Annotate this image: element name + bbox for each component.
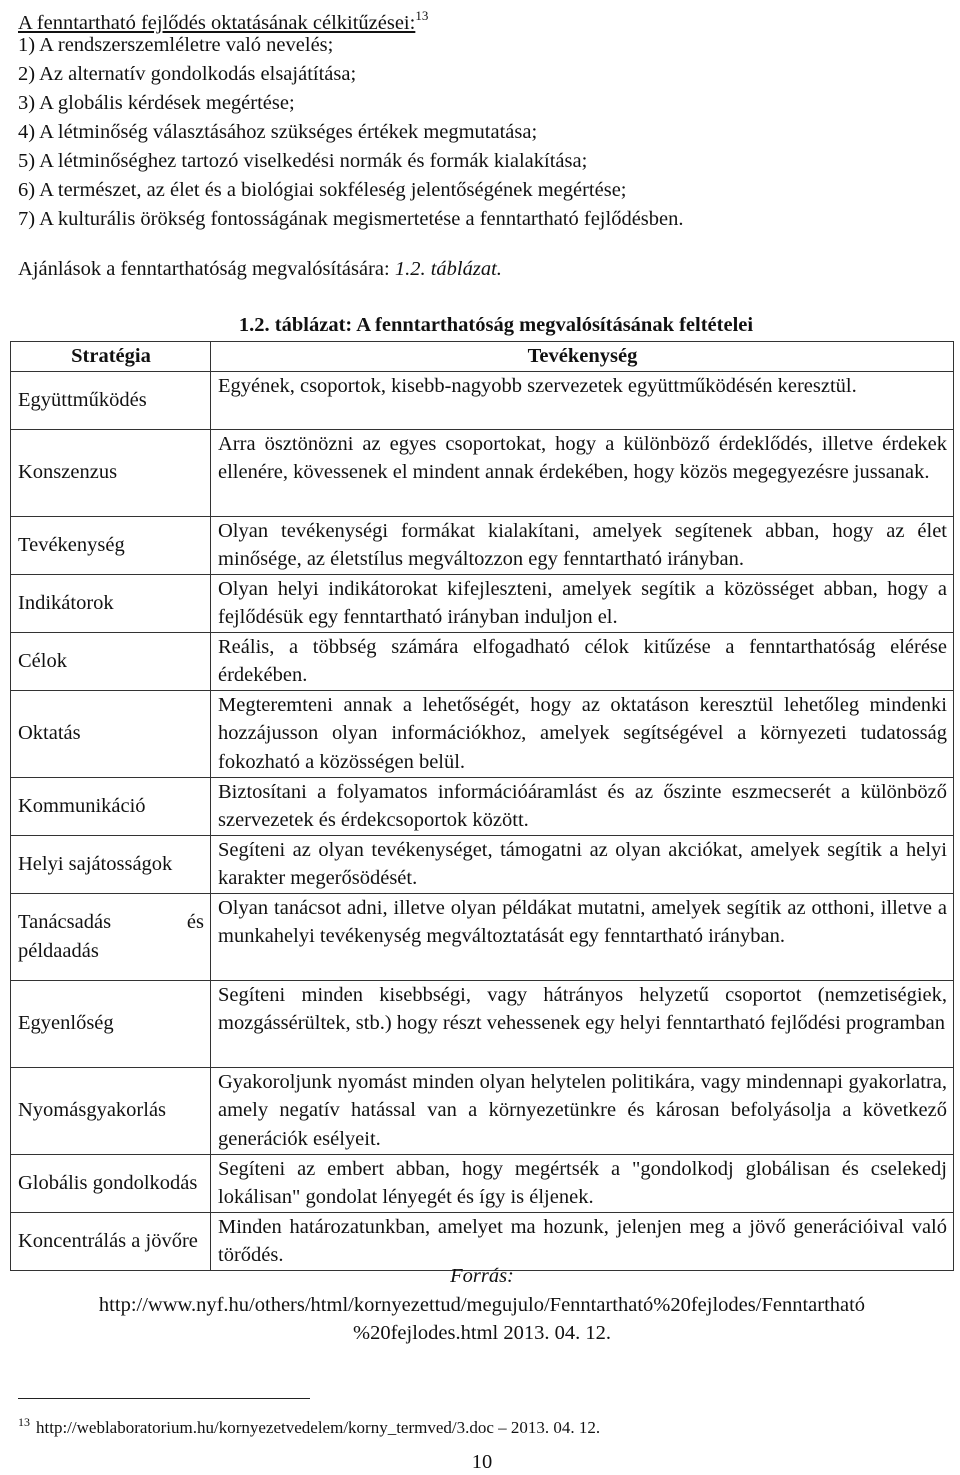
- source-url-line1[interactable]: http://www.nyf.hu/others/html/kornyezettud/megujulo/Fenntartható%20fejlodes/Fenntartható: [98, 1293, 866, 1316]
- table-row: [11, 1154, 954, 1212]
- table-row: [11, 371, 954, 429]
- table-row: [11, 516, 954, 574]
- strategy-cell: Koncentrálás a jövőre: [11, 1212, 211, 1270]
- activity-cell: Megteremteni annak a lehetőségét, hogy az oktatáson keresztül lehetőleg mindenki hozzájusson olyan információkhoz, amelyek segítségével a környezeti tudatosság fokozható a közösségen belül.: [211, 690, 954, 777]
- table-header-row: [11, 342, 954, 372]
- strategy-cell: Oktatás: [11, 690, 211, 777]
- activity-cell: Minden határozatunkban, amelyet ma hozunk, jelenjen meg a jövő generációival való törődés.: [211, 1212, 954, 1270]
- table-row: [11, 980, 954, 1067]
- strategy-cell: Együttműködés: [11, 371, 211, 429]
- source-block: [18, 1262, 946, 1348]
- goal-item: 4) A létminőség választásához szükséges értékek megmutatása;: [18, 121, 538, 143]
- goals-list: [18, 31, 684, 234]
- strategy-cell: Tevékenység: [11, 516, 211, 574]
- strategy-table: [10, 341, 954, 1271]
- footnote-ref: 13: [415, 8, 429, 23]
- strategy-cell: Globális gondolkodás: [11, 1154, 211, 1212]
- strategy-cell: Célok: [11, 632, 211, 690]
- goal-item: 2) Az alternatív gondolkodás elsajátítása;: [18, 63, 357, 85]
- activity-cell: Egyének, csoportok, kisebb-nagyobb szervezetek együttműködésén keresztül.: [211, 371, 954, 429]
- strategy-cell: Konszenzus: [11, 429, 211, 516]
- table-reference: 1.2. táblázat.: [394, 258, 502, 280]
- activity-cell: Reális, a többség számára elfogadható célok kitűzése a fenntarthatóság elérése érdekében.: [211, 632, 954, 690]
- header-activity: Tevékenység: [211, 342, 954, 372]
- goal-item: 3) A globális kérdések megértése;: [18, 92, 295, 114]
- activity-cell: Segíteni minden kisebbségi, vagy hátrányos helyzetű csoportot (nemzetiségiek, mozgássérültek, stb.) hogy részt vehessenek egy helyi fenntartható fejlődési programban: [211, 980, 954, 1067]
- strategy-cell: Indikátorok: [11, 574, 211, 632]
- table-caption: [18, 311, 946, 339]
- source-label: Forrás:: [450, 1265, 514, 1287]
- source-url-line2[interactable]: %20fejlodes.html 2013. 04. 12.: [353, 1322, 611, 1344]
- strategy-cell: Nyomásgyakorlás: [11, 1067, 211, 1154]
- goal-item: 1) A rendszerszemléletre való nevelés;: [18, 34, 334, 56]
- footnote-separator: [18, 1398, 310, 1399]
- goal-item: 7) A kulturális örökség fontosságának megismertetése a fenntartható fejlődésben.: [18, 208, 684, 230]
- activity-cell: Segíteni az embert abban, hogy megértsék a "gondolkodj globálisan és cselekedj lokálisan" gondolat lényegét és így is éljenek.: [211, 1154, 954, 1212]
- activity-cell: Biztosítani a folyamatos információáramlást és az őszinte eszmecserét a különböző szervezetek és érdekcsoportok között.: [211, 777, 954, 835]
- strategy-cell: Tanácsadás és példaadás: [11, 893, 211, 980]
- footnote-number: 13: [18, 1415, 30, 1429]
- table-row: [11, 893, 954, 980]
- activity-cell: Olyan helyi indikátorokat kifejleszteni, amelyek segítik a közösséget abban, hogy a fejlődésük egy fenntartható irányban induljon el.: [211, 574, 954, 632]
- page-number: 10: [471, 1451, 493, 1473]
- goal-item: 6) A természet, az élet és a biológiai sokféleség jelentőségének megértése;: [18, 179, 627, 201]
- activity-cell: Arra ösztönözni az egyes csoportokat, hogy a különböző érdeklődés, illetve érdekek ellenére, kövessenek el mindent annak érdekében, hogy közös megegyezésre jussanak.: [211, 429, 954, 516]
- activity-cell: Olyan tevékenységi formákat kialakítani, amelyek segítenek abban, hogy az élet minősége, az életstílus megváltozzon egy fenntartható irányban.: [211, 516, 954, 574]
- recommendations-intro: [18, 255, 502, 283]
- table-row: [11, 632, 954, 690]
- activity-cell: Gyakoroljunk nyomást minden olyan helytelen politikára, vagy mindennapi gyakorlatra, amely negatív hatással van a környezetünkre és károsan befolyásolja a következő generációk esélyeit.: [211, 1067, 954, 1154]
- intro-text: Ajánlások a fenntarthatóság megvalósítására:: [18, 258, 395, 280]
- strategy-cell: Egyenlőség: [11, 980, 211, 1067]
- table-row: [11, 574, 954, 632]
- table-row: [11, 690, 954, 777]
- footnote: [18, 1410, 600, 1440]
- strategy-cell: Helyi sajátosságok: [11, 835, 211, 893]
- activity-cell: Olyan tanácsot adni, illetve olyan példákat mutatni, amelyek segítik az otthoni, illetve a munkahelyi tevékenység megváltoztatását egy fenntartható irányban.: [211, 893, 954, 980]
- table-caption-text: 1.2. táblázat: A fenntarthatóság megvalósításának feltételei: [238, 314, 754, 336]
- table-row: [11, 429, 954, 516]
- heading-text: A fenntartható fejlődés oktatásának célkitűzései:: [18, 12, 416, 34]
- table-row: [11, 1067, 954, 1154]
- table-row: [11, 835, 954, 893]
- activity-cell: Segíteni az olyan tevékenységet, támogatni az olyan akciókat, amelyek segítik a helyi karakter megerősödését.: [211, 835, 954, 893]
- goal-item: 5) A létminőséghez tartozó viselkedési normák és formák kialakítása;: [18, 150, 588, 172]
- table-row: [11, 777, 954, 835]
- strategy-cell: Kommunikáció: [11, 777, 211, 835]
- footnote-text[interactable]: http://weblaboratorium.hu/kornyezetvedelem/korny_termved/3.doc – 2013. 04. 12.: [36, 1418, 601, 1437]
- header-strategy: Stratégia: [11, 342, 211, 372]
